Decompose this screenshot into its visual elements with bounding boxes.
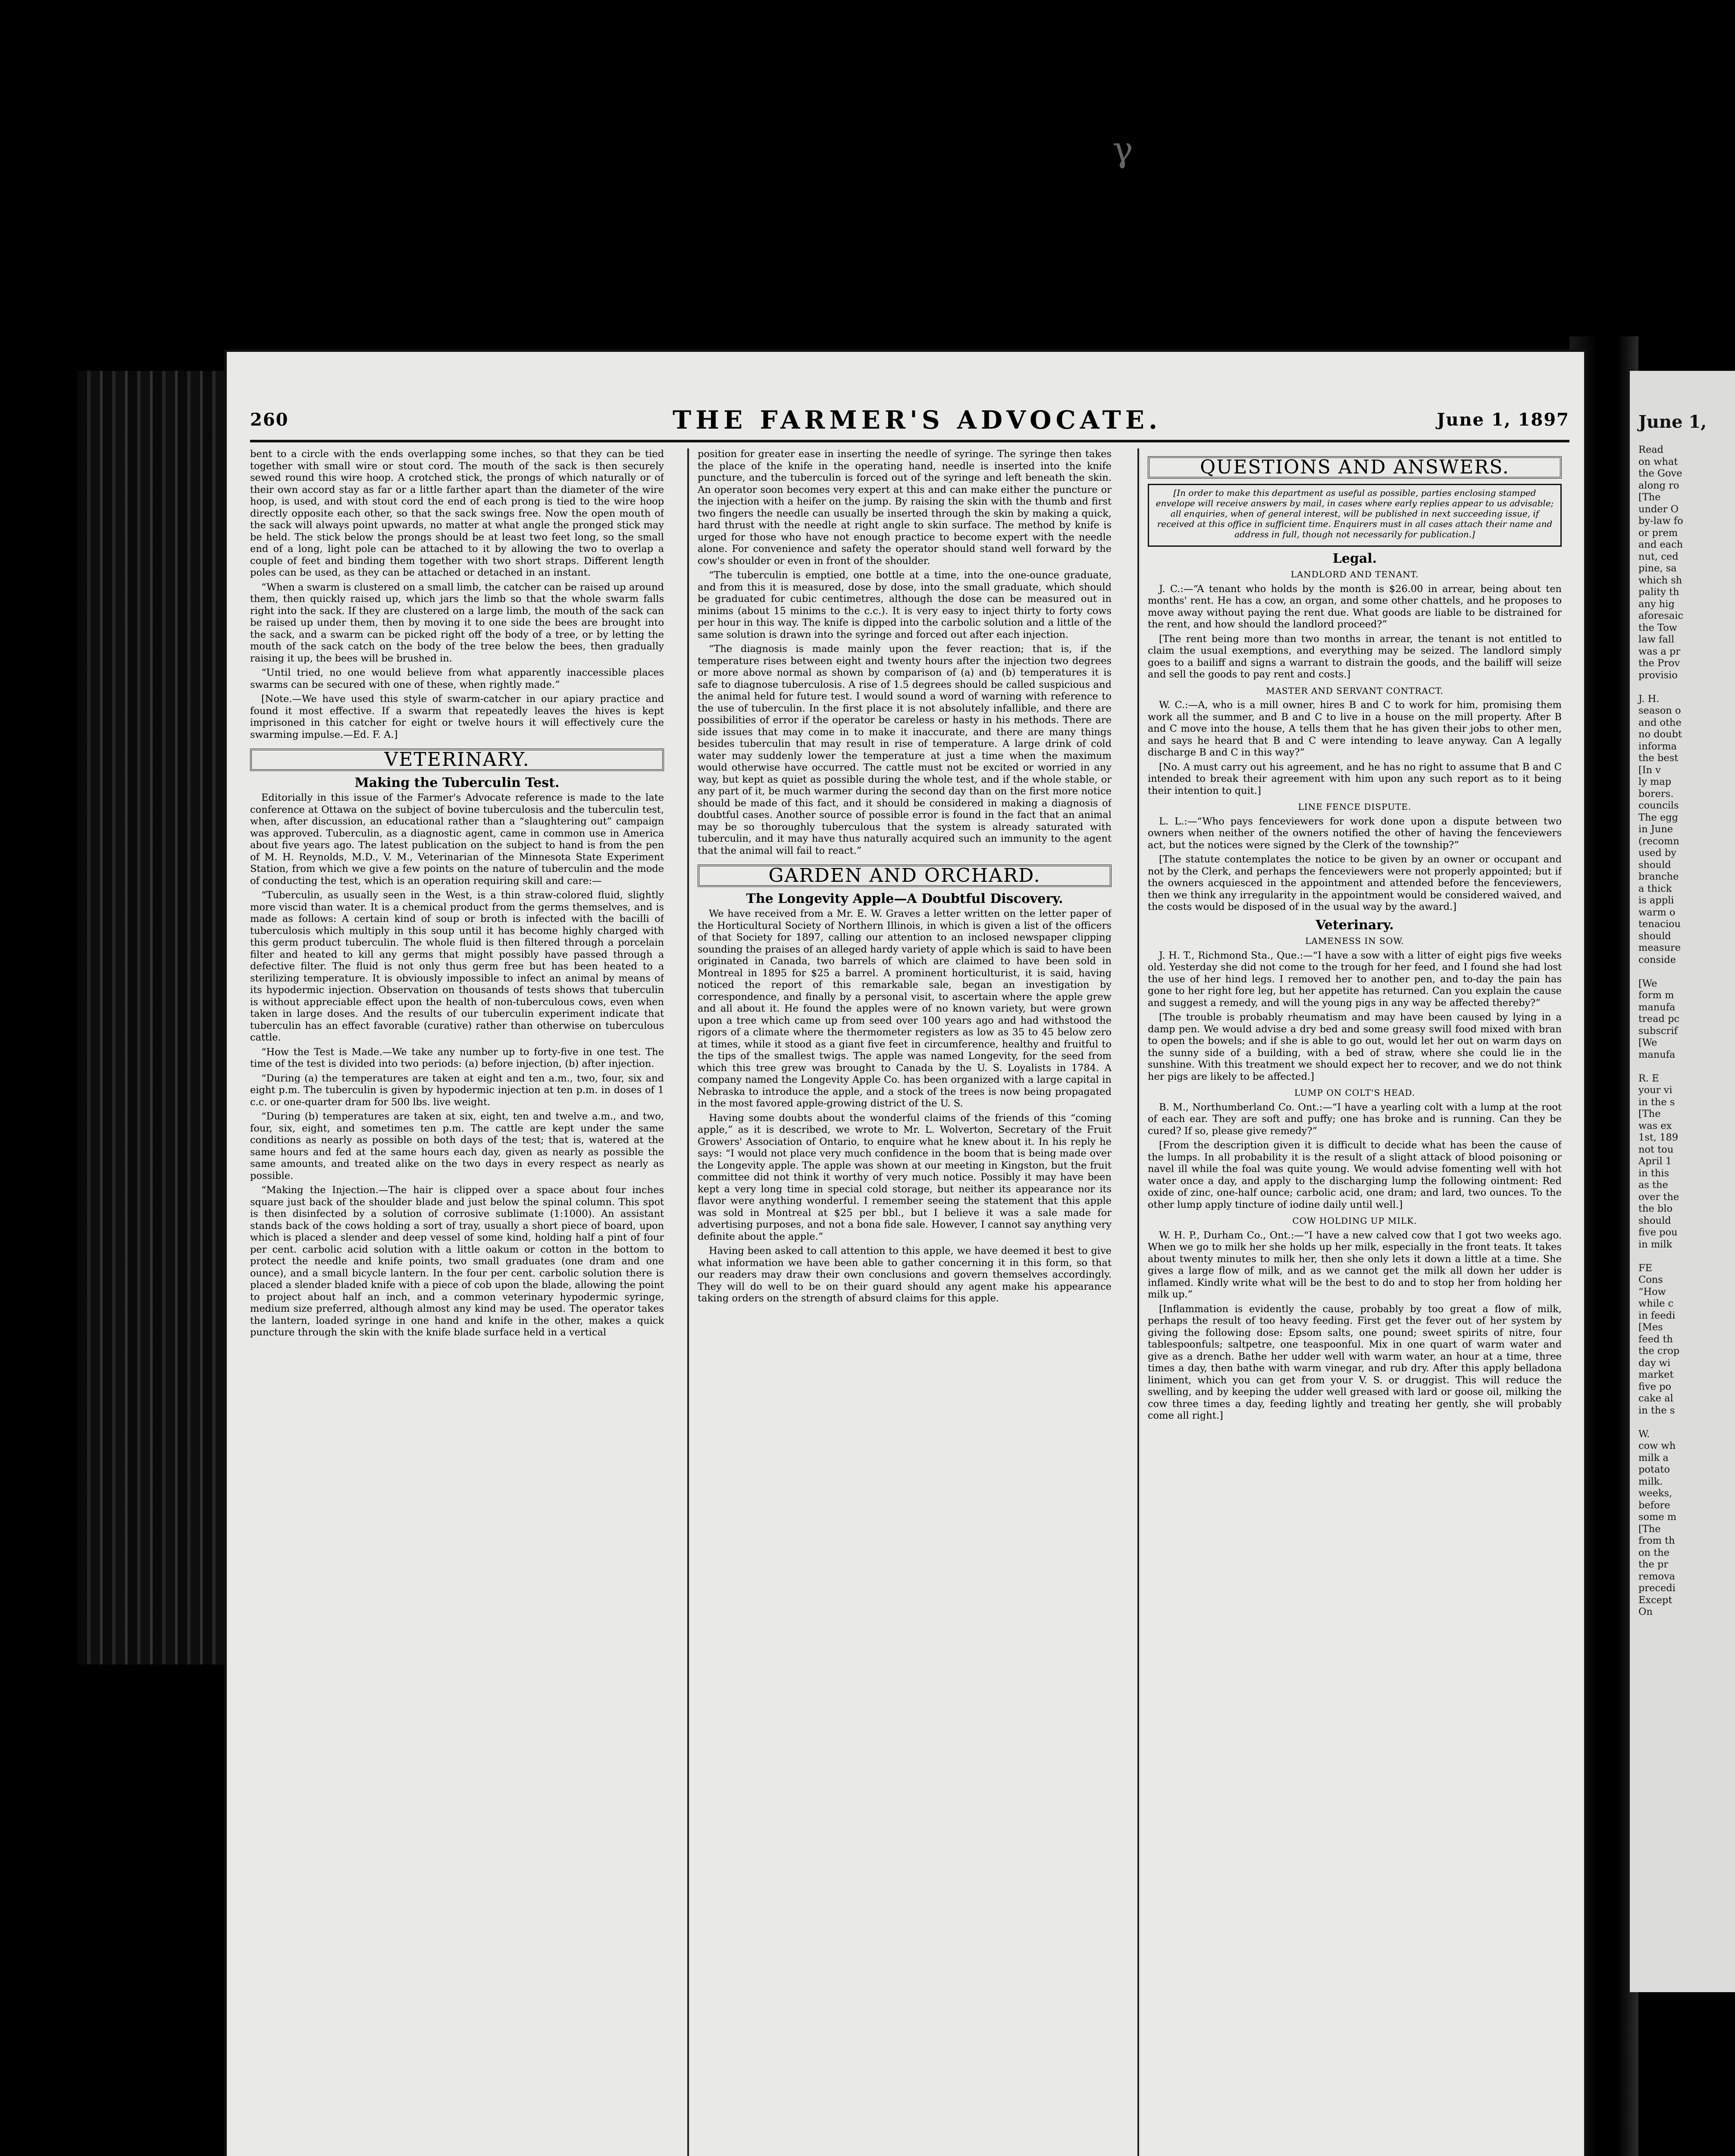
article-paragraph: “The tuberculin is emptied, one bottle at a time, into the one-ounce graduate, and from this it is measured, dose by dose, into the small graduate, which should be graduated for cubic centimetres, although the dose can be measured out in minims (about 15 minims to the c.c.). It is very easy to inject thirty to forty cows per hour in this way. The knife is dipped into the carbolic solution and a little of the same solution is drawn into the syringe and forced out after each injection.	[698, 570, 1112, 640]
article-paragraph: Having some doubts about the wonderful claims of the friends of this “coming apple,” as it is described, we wrote to Mr. L. Wolverton, Secretary of the Fruit Growers' Association of Ontario, to enquire what he knew about it. In his reply he says: “I would not place very much confidence in the boom that is being made over the Longevity apple. The apple was shown at our meeting in Kingston, but the fruit committee did not think it worthy of very much notice. Possibly it may have been kept a very long time in special cold storage, but neither its appearance nor its flavor were anything wonderful. I remember seeing the statement that this apple was sold in Montreal at $25 per bbl., but I believe it was a sale made for advertising purposes, and not a bona fide sale. However, I cannot say anything very definite about the apple.”	[698, 1112, 1112, 1242]
question-text: B. M., Northumberland Co. Ont.:—“I have a yearling colt with a lump at the root of each ear. They are soft and puffy; one has broke and is running. Can they be cured? If so, please give remedy?”	[1148, 1101, 1562, 1137]
column-rule	[1137, 448, 1139, 2156]
question-title: LANDLORD AND TENANT.	[1290, 569, 1419, 580]
masthead: THE FARMER'S ADVOCATE.	[673, 405, 1162, 435]
page-number: 260	[250, 410, 289, 430]
editor-note: [Note.—We have used this style of swarm-catcher in our apiary practice and found it most effective. If a swarm that repeatedly leaves the hives is kept imprisoned in this catcher for eight or twelve hours it will effectively cure the swarming impulse.—Ed. F. A.]	[250, 693, 664, 740]
section-title-garden: GARDEN AND ORCHARD.	[698, 865, 1112, 887]
question-text: J. C.:—“A tenant who holds by the month is $26.00 in arrear, being about ten months' rent. He has a cow, an organ, and some other chattels, and he proposes to move away without paying the rent due. What goods are liable to be distrained for the rent, and how should the landlord proceed?”	[1148, 583, 1562, 630]
pencil-mark: γ	[1112, 129, 1133, 169]
article-paragraph: position for greater ease in inserting the needle of syringe. The syringe then takes the place of the knife in the operating hand, needle is inserted into the knife puncture, and the tuberculin is forced out of the syringe and left beneath the skin. An operator soon becomes very expert at this and can make either the puncture or the injection with a heifer on the jump. By raising the skin with the thumb and first two fingers the needle can usually be inserted through the skin by making a quick, hard thrust with the needle at right angle to skin surface. The method by knife is urged for those who have not enough practice to become expert with the needle alone. For convenience and safety the operator should stand well forward by the cow's shoulder or even in front of the shoulder.	[698, 448, 1112, 567]
scan-border-top	[0, 0, 1735, 224]
question-title: COW HOLDING UP MILK.	[1292, 1216, 1417, 1226]
article-subhead: The Longevity Apple—A Doubtful Discovery.	[746, 891, 1063, 906]
column-rule	[687, 448, 689, 2156]
article-paragraph: “When a swarm is clustered on a small limb, the catcher can be raised up around them, then quickly raised up, which jars the limb so that the whole swarm falls right into the sack. If they are clustered on a large limb, the mouth of the sack can be raised up under them, then by moving it to one side the bees are brought into the sack, and a swarm can be picked right off the body of a tree, or by letting the mouth of the sack catch on the body of the tree below the bees, then gradually raising it up, the bees will be brushed in.	[250, 581, 664, 664]
header-rule	[250, 440, 1569, 442]
facing-page-fragment	[1630, 371, 1735, 1992]
article-paragraph: “The diagnosis is made mainly upon the fever reaction; that is, if the temperature rises between eight and twenty hours after the injection two degrees or more above normal as shown by comparison of (a) and (b) temperatures it is safe to diagnose tuberculosis. A rise of 1.5 degrees should be called suspicious and the animal held for future test. I would sound a word of warning with reference to the use of tuberculin. In the first place it is not absolutely infallible, and there are possibilities of error if the operator be careless or hasty in his methods. There are side issues that may come in to make it inaccurate, and there are many things besides tuberculin that may result in rise of temperature. A large drink of cold water may suddenly lower the temperature at just a time when the maximum would otherwise have occurred. The cattle must not be excited or worried in any way, but kept as quiet as possible during the whole test, and if the whole stable, or any part of it, be much warmer during the second day than on the first more notice should be made of this fact, and it should be considered in making a diagnosis of doubtful cases. Another source of possible error is found in the fact that an animal may be so thoroughly tuberculous that the system is already saturated with tuberculin, and it may have thus naturally acquired such an immunity to the agent that the animal will fail to react.”	[698, 643, 1112, 856]
article-paragraph: Editorially in this issue of the Farmer's Advocate reference is made to the late conference at Ottawa on the subject of bovine tuberculosis and the tuberculin test, when, after discussion, an educational rather than a “slaughtering out” campaign was approved. Tuberculin, as a diagnostic agent, came in common use in America about five years ago. The latest publication on the subject to hand is from the pen of M. H. Reynolds, M.D., V. M., Veterinarian of the Minnesota State Experiment Station, from which we give a few points on the nature of tuberculin and the mode of conducting the test, which is an operation requiring skill and care:—	[250, 792, 664, 887]
legal-heading: Legal.	[1332, 551, 1377, 566]
facing-page-text: Read on what the Gove along ro [The under O by-law fo or prem and each nut, ced pine, sa which sh pality th any hig aforesaic the Tow law fall was a pr the Prov provisio J. H. season o and othe no doubt informa the best [In v ly map borers. councils The egg in June (recomn used by should branche a thick is appli warm o tenaciou should measure conside [We form m manufa tread pc subscrif [We manufa R. E your vi in the s [The was ex 1st, 189 not tou April 1 in this as the over the the blo should five pou in milk FE Cons “How while c in feedi [Mes feed th the crop day wi market five po cake al in the s W. cow wh milk a potato milk. weeks, before some m [The from th on the the pr remova precedi Except On	[1638, 444, 1684, 1617]
column-2	[698, 448, 1112, 2156]
answer-text: [From the description given it is difficult to decide what has been the cause of the lumps. In all probability it is the result of a slight attack of blood poisoning or navel ill while the foal was quite young. We would advise fomenting well with hot water once a day, and apply to the discharging lump the following ointment: Red oxide of zinc, one-half ounce; carbolic acid, one dram; and lard, two ounces. To the other lump apply tincture of iodine daily until well.]	[1148, 1140, 1562, 1210]
veterinary-heading: Veterinary.	[1315, 917, 1394, 933]
issue-date: June 1, 1897	[1437, 410, 1569, 430]
article-paragraph: “During (a) the temperatures are taken at eight and ten a.m., two, four, six and eight p.m. The tuberculin is given by hypodermic injection at ten p.m. in doses of 1 c.c. or one-quarter dram for 500 lbs. live weight.	[250, 1072, 664, 1108]
section-title-veterinary: VETERINARY.	[250, 749, 664, 771]
article-paragraph: “Making the Injection.—The hair is clipped over a space about four inches square just back of the shoulder blade and just below the spinal column. This spot is then disinfected by a solution of corrosive sublimate (1:1000). An assistant stands back of the cows holding a sort of tray, usually a short piece of board, upon which is placed a slender and deep vessel of some kind, holding half a pint of four per cent. carbolic acid solution with a little oakum or cotton in the bottom to protect the needle and knife points, two small graduates (one dram and one ounce), and a small bicycle lantern. In the four per cent. carbolic solution there is placed a slender bladed knife with a piece of cob upon the blade, allowing the point to project about half an inch, and a common veterinary hypodermic syringe, medium size preferred, although almost any kind may be used. The operator takes the lantern, loaded syringe in one hand and knife in the other, makes a quick puncture through the skin with the knife blade surface held in a vertical	[250, 1185, 664, 1338]
facing-page-header: June 1,	[1638, 412, 1707, 432]
question-text: W. H. P., Durham Co., Ont.:—“I have a new calved cow that I got two weeks ago. When we go to milk her she holds up her milk, especially in the front teats. It takes about twenty minutes to milk her, then she only lets it down a little at a time. She gives a large flow of milk, and as we cannot get the milk all down her udder is inflamed. Kindly write what will be the best to do and to stop her from holding her milk up.”	[1148, 1229, 1562, 1300]
answer-text: [The rent being more than two months in arrear, the tenant is not entitled to claim the usual exemptions, and everything may be seized. The landlord simply goes to a bailiff and signs a warrant to distrain the goods, and the bailiff will seize and sell the goods to pay rent and costs.]	[1148, 633, 1562, 680]
question-title: LUMP ON COLT'S HEAD.	[1294, 1087, 1415, 1098]
department-notice: [In order to make this department as useful as possible, parties enclosing stamped envelope will receive answers by mail, in cases where early replies appear to us advisable; all enquiries, when of general interest, will be published in next succeeding issue, if received at this office in sufficient time. Enquirers must in all cases attach their name and address in full, though not necessarily for publication.]	[1156, 487, 1554, 539]
question-title: LINE FENCE DISPUTE.	[1298, 802, 1412, 812]
article-paragraph: “Tuberculin, as usually seen in the West, is a thin straw-colored fluid, slightly more viscid than water. It is a chemical product from the germs themselves, and is made as follows: A certain kind of soup or broth is infected with the bacilli of tuberculosis which multiply in this soup until it has become highly charged with this germ product tuberculin. The whole fluid is then filtered through a porcelain filter and heated to kill any germs that might possibly have passed through a defective filter. The fluid is not only thus germ free but has been heated to a sterilizing temperature. It is obviously impossible to infect an animal by means of its hypodermic injection. Observation on thousands of tests shows that tuberculin is without appreciable effect upon the health of non-tuberculous cows, even when taken in large doses. And the results of our tuberculin experiment indicate that tuberculin has an effect favorable (curative) rather than otherwise on tuberculous cattle.	[250, 890, 664, 1043]
column-3	[1148, 448, 1562, 2156]
question-text: L. L.:—“Who pays fenceviewers for work done upon a dispute between two owners when neither of the owners notified the other of having the fenceviewers act, but the notices were signed by the Clerk of the township?”	[1148, 815, 1562, 851]
question-text: J. H. T., Richmond Sta., Que.:—“I have a sow with a litter of eight pigs five weeks old. Yesterday she did not come to the trough for her feed, and I found she had lost the use of her hind legs. I removed her to another pen, and to-day the pain has gone to her right fore leg, but her appetite has returned. Can you explain the cause and suggest a remedy, and will the young pigs in any way be affected thereby?”	[1148, 950, 1562, 1009]
department-notice-box	[1148, 484, 1562, 547]
article-subhead: Making the Tuberculin Test.	[354, 775, 560, 790]
answer-text: [The trouble is probably rheumatism and may have been caused by lying in a damp pen. We would advise a dry bed and some greasy swill food mixed with bran to open the bowels; and if she is able to go out, would let her out on warm days on the sunny side of a building, with a bed of straw, where she could lie in the sunshine. With this treatment we should expect her to recover, and we do not think her pigs are likely to be affected.]	[1148, 1012, 1562, 1082]
answer-text: [Inflammation is evidently the cause, probably by too great a flow of milk, perhaps the result of too heavy feeding. First get the fever out of her system by giving the following dose: Epsom salts, one pound; sweet spirits of nitre, four tablespoonfuls; saltpetre, one teaspoonful. Mix in one quart of warm water and give as a drench. Bathe her udder well with warm water, an hour at a time, three times a day, then bathe with warm vinegar, and rub dry. After this apply belladona liniment, which you can get from your V. S. or druggist. This will reduce the swelling, and by keeping the udder well greased with lard or goose oil, milking the cow three times a day, feeding lightly and treating her gently, she will probably come all right.]	[1148, 1303, 1562, 1421]
article-paragraph: “During (b) temperatures are taken at six, eight, ten and twelve a.m., and two, four, six, eight, and sometimes ten p.m. The cattle are kept under the same conditions as nearly as possible on both days of the test; that is, watered at the same hours and fed at the same hours each day, given as nearly as possible the same amounts, and treated alike on the two days in every respect as nearly as possible.	[250, 1111, 664, 1181]
article-paragraph: Having been asked to call attention to this apple, we have deemed it best to give what information we have been able to gather concerning it in this form, so that our readers may draw their own conclusions and govern themselves accordingly. They will do well to be on their guard should any agent make his appearance taking orders on the strength of absurd claims for this apple.	[698, 1245, 1112, 1304]
section-title-questions: QUESTIONS AND ANSWERS.	[1148, 456, 1562, 479]
page-header	[250, 405, 1569, 436]
article-paragraph: “How the Test is Made.—We take any number up to forty-five in one test. The time of the test is divided into two periods: (a) before injection, (b) after injection.	[250, 1046, 664, 1069]
column-1	[250, 448, 664, 2156]
question-title: MASTER AND SERVANT CONTRACT.	[1266, 685, 1444, 696]
article-paragraph: We have received from a Mr. E. W. Graves a letter written on the letter paper of the Horticultural Society of Northern Illinois, in which is given a list of the officers of that Society for 1897, calling our attention to an inclosed newspaper clipping sounding the praises of an alleged hardy variety of apple which is said to have been originated in Canada, two barrels of which are claimed to have been sold in Montreal in 1895 for $25 a barrel. A prominent horticulturist, it is said, having noticed the report of this remarkable sale, began an investigation by correspondence, and finally by a personal visit, to ascertain where the apple grew and all about it. He found the apples were of no known variety, but were grown upon a tree which came up from seed over 100 years ago and had withstood the rigors of a climate where the thermometer registers as low as 35 to 45 below zero at times, while it stood as a giant five feet in circumference, healthy and fruitful to the tips of the smallest twigs. The apple was named Longevity, for the seed from which this tree grew was brought to Canada by the U. S. Loyalists in 1784. A company named the Longevity Apple Co. has been organized with a large capital in Nebraska to introduce the apple, and a stock of the trees is now being propagated in the most favored apple-growing district of the U. S.	[698, 908, 1112, 1109]
question-title: LAMENESS IN SOW.	[1305, 936, 1404, 946]
page-stack-edges	[78, 371, 233, 1664]
answer-text: [The statute contemplates the notice to be given by an owner or occupant and not by the Clerk, and perhaps the fenceviewers were not properly appointed; but if the owners acquiesced in the appointment and attended before the fenceviewers, then we think any irregularity in the appointment would be considered waived, and the costs would be disposed of in the usual way by the award.]	[1148, 854, 1562, 912]
question-text: W. C.:—A, who is a mill owner, hires B and C to work for him, promising them work all the summer, and B and C to live in a house on the mill property. After B and C move into the house, A tells them that he has given their jobs to other men, and says he heard that B and C were intending to leave anyway. Can A legally discharge B and C in this way?”	[1148, 699, 1562, 758]
article-paragraph: bent to a circle with the ends overlapping some inches, so that they can be tied together with small wire or stout cord. The mouth of the sack is then securely sewed round this wire hoop. A crotched stick, the prongs of which naturally or of their own accord stay as far or a little farther apart than the diameter of the wire hoop, is used, and with stout cord the end of each prong is tied to the wire hoop directly opposite each other, so that the sack swings free. Now the open mouth of the sack will always point upwards, no matter at what angle the pronged stick may be held. The stick below the prongs should be at least two feet long, so the small end of a long, light pole can be attached to it by allowing the two to overlap a couple of feet and binding them together with two short straps. Different length poles can be used, as they can be attached or detached in an instant.	[250, 448, 664, 578]
answer-text: [No. A must carry out his agreement, and he has no right to assume that B and C intended to break their agreement with him upon any such report as to it being their intention to quit.]	[1148, 761, 1562, 796]
article-paragraph: “Until tried, no one would believe from what apparently inaccessible places swarms can be secured with one of these, when rightly made.”	[250, 667, 664, 690]
